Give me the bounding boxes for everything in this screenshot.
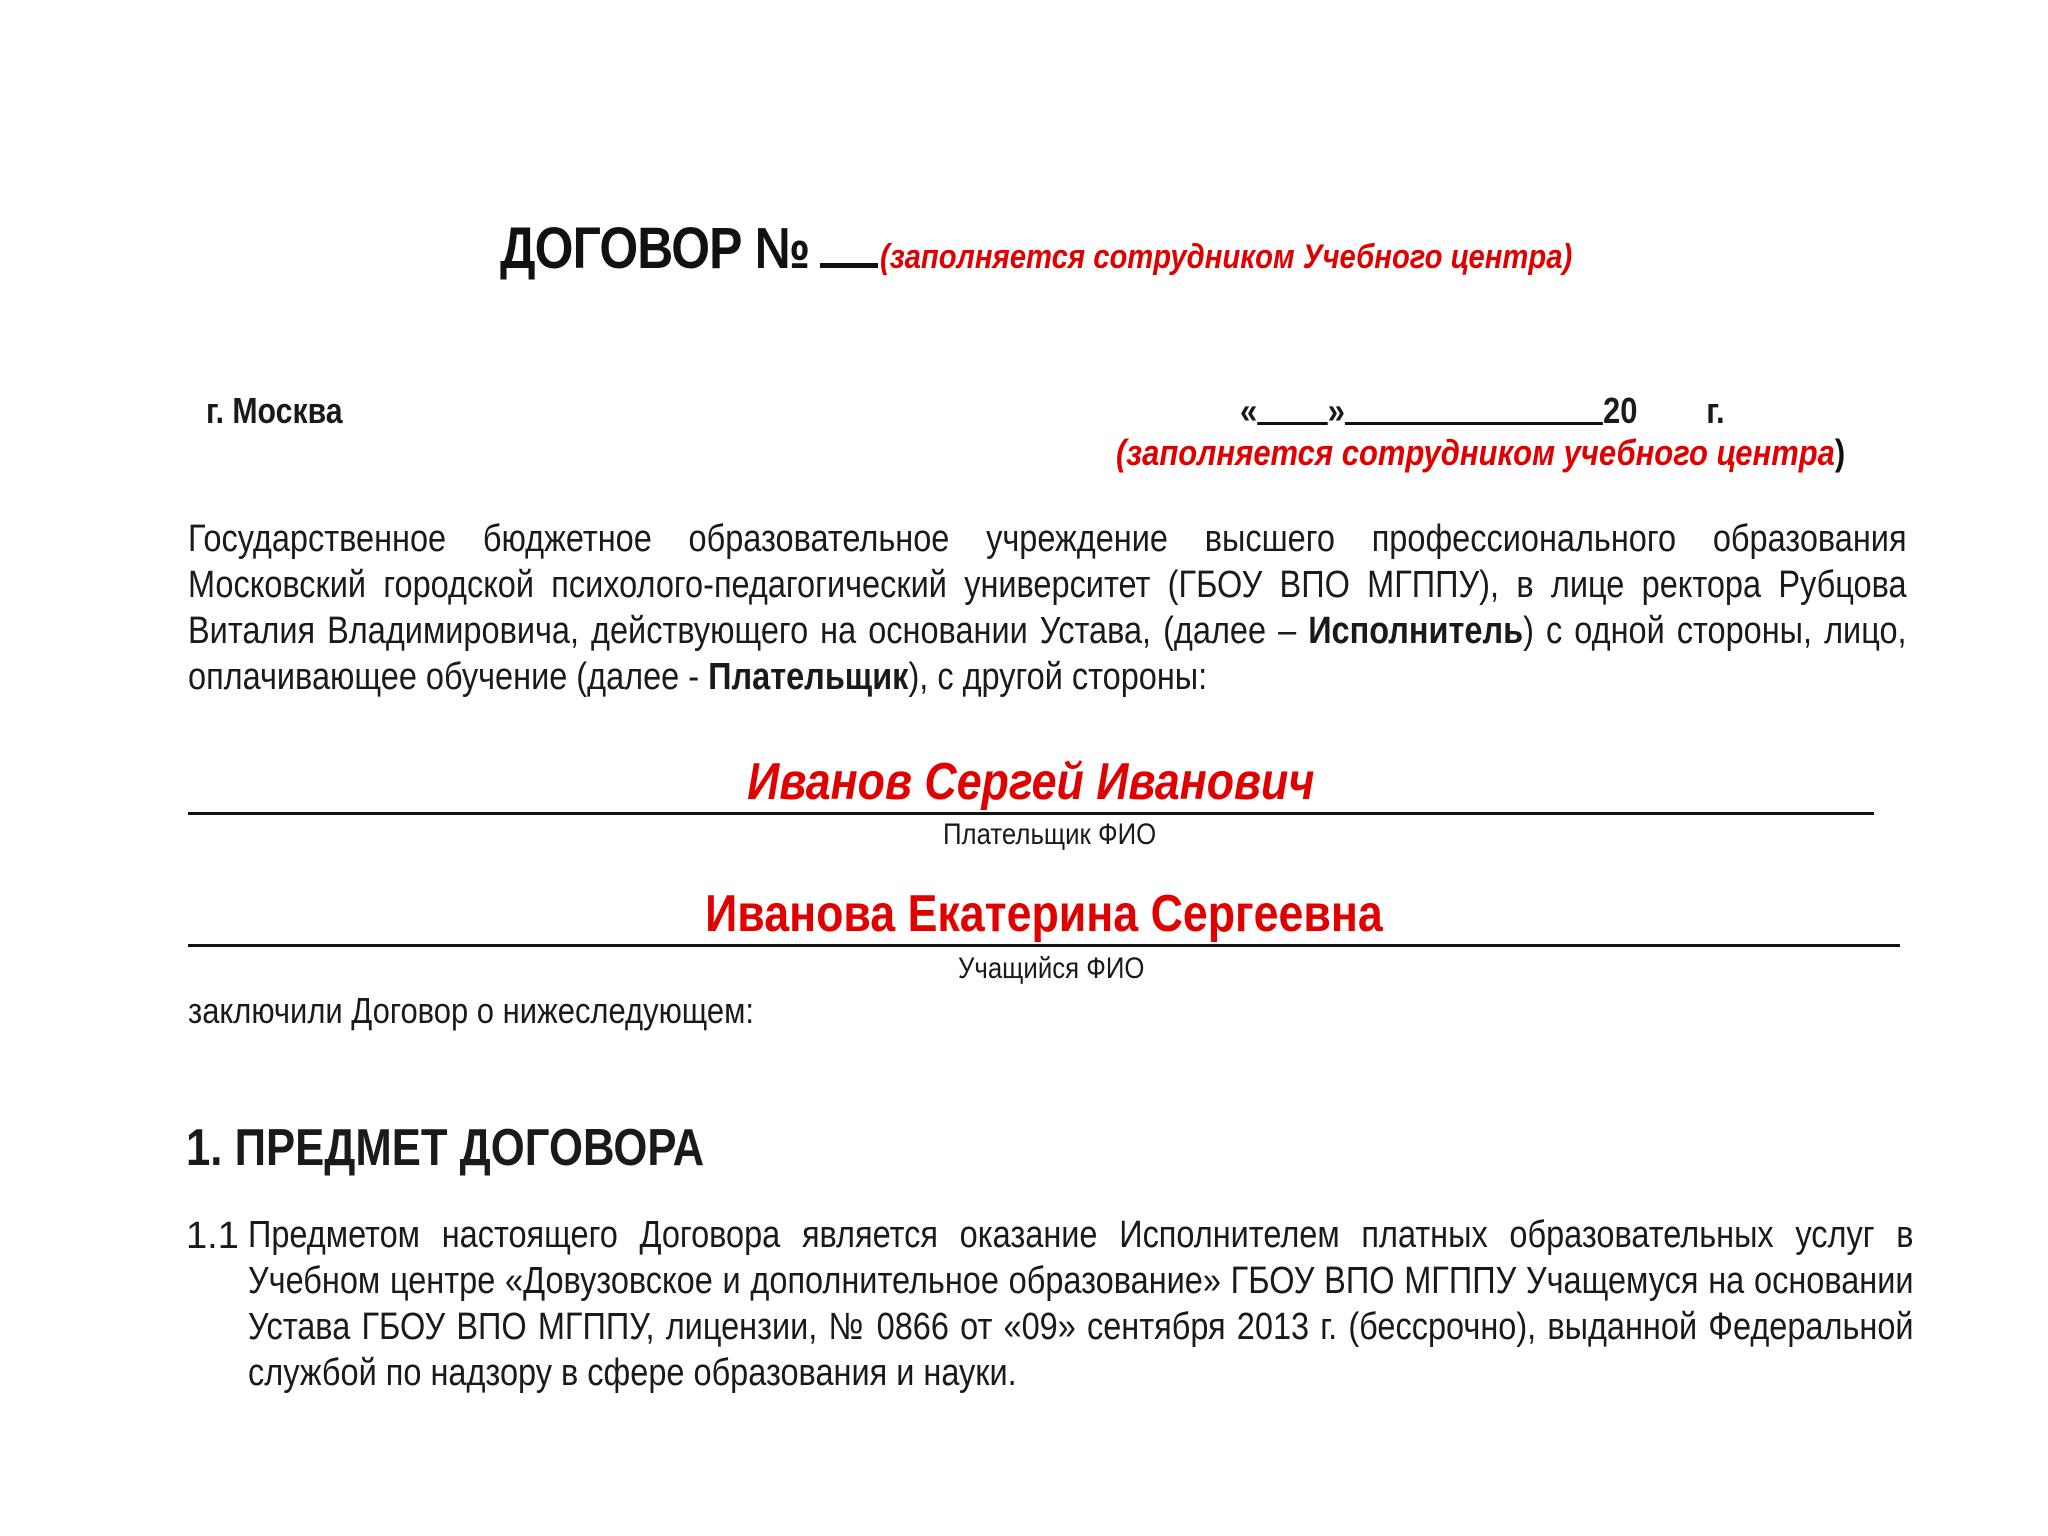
payer-caption: Плательщик ФИО <box>943 818 1157 851</box>
student-name: Иванова Екатерина Сергеевна <box>705 885 1383 943</box>
date-close-quote: » <box>1327 390 1345 431</box>
date-note-close: ) <box>1834 432 1846 473</box>
date-line <box>1240 390 1725 432</box>
payer-name-field[interactable] <box>188 752 1874 815</box>
contract-title <box>500 215 1685 282</box>
intro-text-1: Государственное бюджетное образовательное учреждение высшего профессионального образования Московский городской психолого-педагогический университет (ГБОУ ВПО МГППУ), в лице ректора Рубцова Виталия Владимировича, действующего на основании Устава, (далее – <box>188 518 1907 652</box>
payer-term: Плательщик <box>708 656 909 698</box>
section-1-title: 1. ПРЕДМЕТ ДОГОВОРА <box>186 1119 705 1177</box>
payer-name: Иванов Сергей Иванович <box>747 753 1315 811</box>
clause-1-1-text: Предметом настоящего Договора является оказание Исполнителем платных образовательных услуг в Учебном центре «Довузовское и дополнительное образование» ГБОУ ВПО МГППУ Учащемуся на основании Устава ГБОУ ВПО МГППУ, лицензии, № 0866 от «09» сентября 2013 г. (бессрочно), выданной Федеральной службой по надзору в сфере образования и науки. <box>248 1214 1914 1394</box>
intro-text-3: ), с другой стороны: <box>908 656 1208 698</box>
executor-term: Исполнитель <box>1308 610 1524 652</box>
month-blank <box>1345 392 1603 425</box>
year-suffix: г. <box>1706 390 1725 431</box>
intro-text-2: ) с одной стороны, лицо, оплачивающее обучение (далее - <box>188 610 1907 698</box>
date-open-quote: « <box>1240 390 1258 431</box>
contract-title-text: ДОГОВОР № <box>500 216 810 281</box>
intro-paragraph <box>188 516 1907 700</box>
date-note-text: (заполняется сотрудником учебного центра <box>1116 432 1835 473</box>
student-caption: Учащийся ФИО <box>958 952 1145 985</box>
year-prefix: 20 <box>1602 390 1638 431</box>
student-name-field[interactable] <box>188 884 1900 947</box>
date-note <box>1116 432 1845 474</box>
clause-number: 1.1 <box>186 1215 239 1257</box>
concluded-line: заключили Договор о нижеследующем: <box>188 990 755 1031</box>
contract-number-blank <box>820 263 878 268</box>
city: г. Москва <box>206 390 343 431</box>
contract-number-note: (заполняется сотрудником Учебного центра) <box>879 238 1572 276</box>
day-blank <box>1257 392 1328 425</box>
